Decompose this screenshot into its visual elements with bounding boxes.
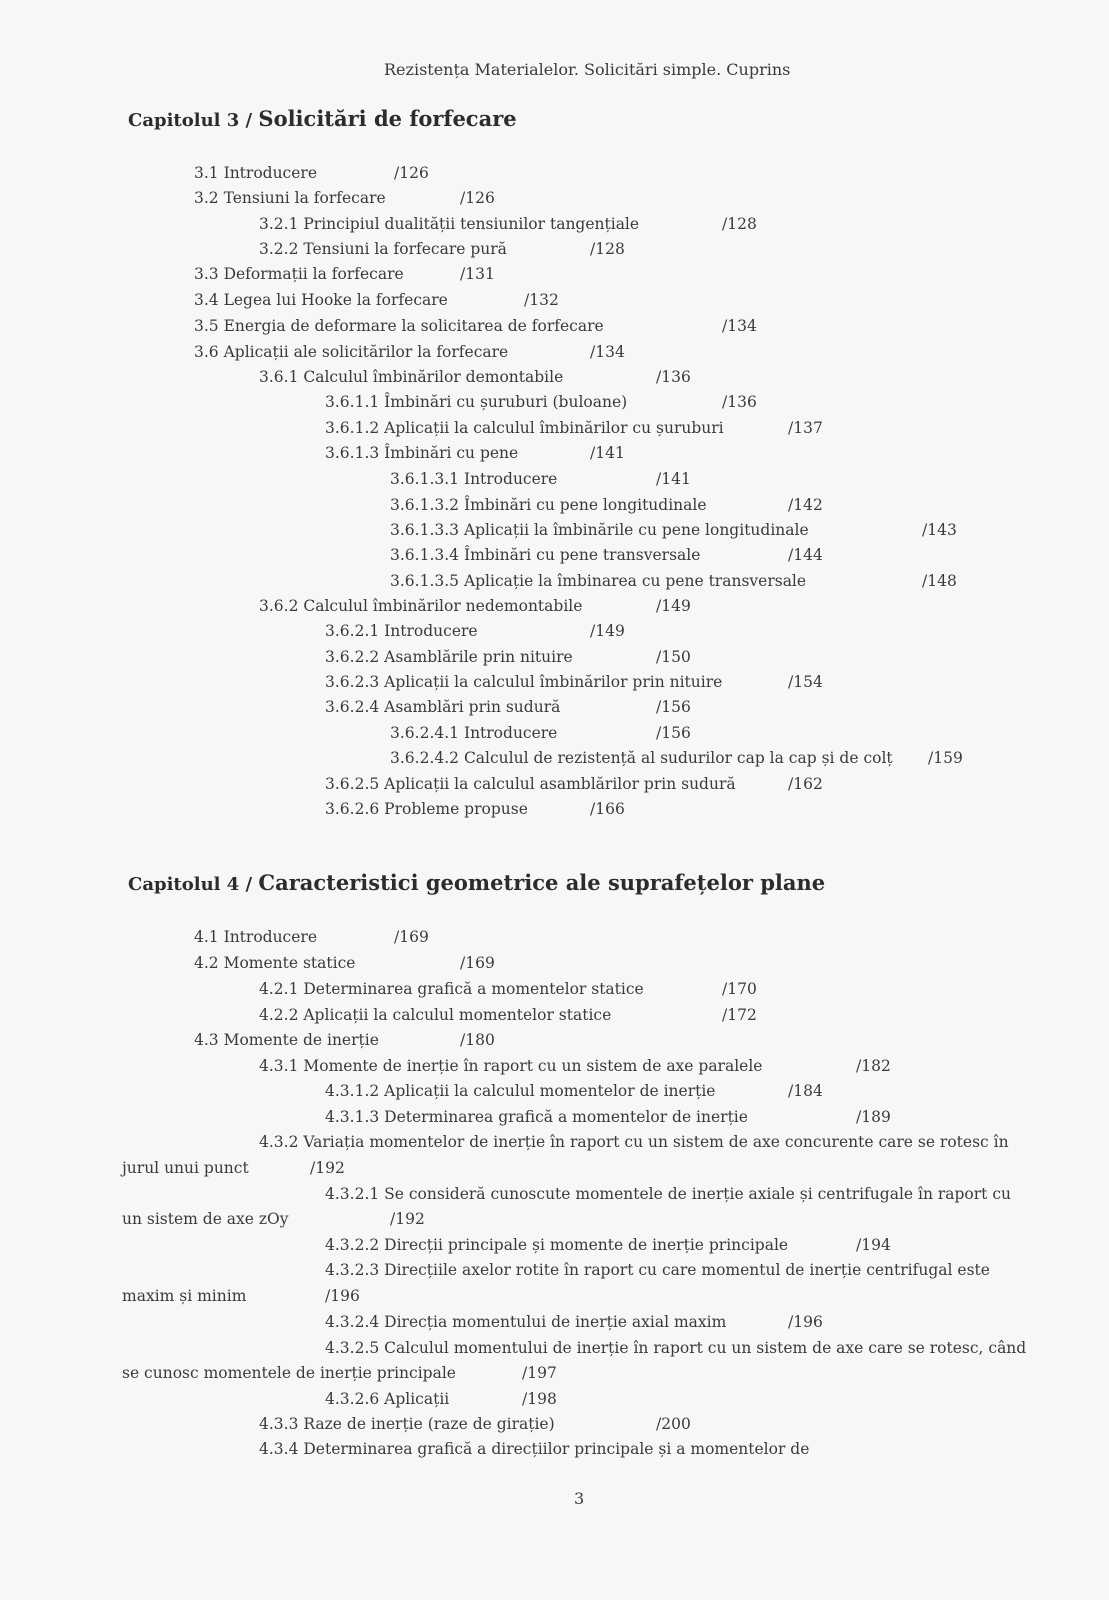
toc-page-number: /154 xyxy=(788,673,823,691)
toc-entry: 4.2 Momente statice xyxy=(194,954,356,972)
toc-entry: 3.6.1.3.5 Aplicație la îmbinarea cu pene transversale xyxy=(390,572,807,590)
toc-entry: 4.3.2.1 Se consideră cunoscute momentele de inerție axiale și centrifugale în raport cu xyxy=(325,1185,1011,1203)
toc-page-number: /200 xyxy=(656,1415,691,1433)
toc-page-number: /162 xyxy=(788,775,823,793)
toc-page-number: /194 xyxy=(856,1236,891,1254)
toc-entry: 3.6.2.5 Aplicații la calculul asamblărilor prin sudură xyxy=(325,775,736,793)
toc-entry: 3.6.1.3.4 Îmbinări cu pene transversale xyxy=(390,546,701,564)
toc-page-number: /192 xyxy=(310,1159,345,1177)
toc-page-number: /136 xyxy=(656,368,691,386)
toc-page-number: /141 xyxy=(656,470,691,488)
toc-entry: 3.6.1.3.1 Introducere xyxy=(390,470,558,488)
toc-page-number: /142 xyxy=(788,496,823,514)
toc-entry: 3.1 Introducere xyxy=(194,164,317,182)
chapter-4-prefix: Capitolul 4 / xyxy=(128,874,259,895)
toc-page-number: /150 xyxy=(656,648,691,666)
toc-entry: 3.6.1 Calculul îmbinărilor demontabile xyxy=(259,368,564,386)
toc-entry: 3.5 Energia de deformare la solicitarea de forfecare xyxy=(194,317,604,335)
toc-entry: 3.6 Aplicații ale solicitărilor la forfecare xyxy=(194,343,509,361)
page-number: 3 xyxy=(574,1489,585,1508)
toc-page-number: /159 xyxy=(928,749,963,767)
toc-entry-continuation: se cunosc momentele de inerție principale xyxy=(122,1364,456,1382)
toc-entry: 3.6.2.6 Probleme propuse xyxy=(325,800,528,818)
toc-page-number: /144 xyxy=(788,546,823,564)
toc-page-number: /180 xyxy=(460,1031,495,1049)
toc-page-number: /196 xyxy=(325,1287,360,1305)
toc-page-number: /182 xyxy=(856,1057,891,1075)
toc-page-number: /189 xyxy=(856,1108,891,1126)
toc-page-number: /148 xyxy=(922,572,957,590)
toc-entry: 3.6.2.4.2 Calculul de rezistență al sudurilor cap la cap și de colț xyxy=(390,749,893,767)
toc-entry-continuation: jurul unui punct xyxy=(122,1159,249,1177)
toc-page-number: /126 xyxy=(394,164,429,182)
toc-page-number: /137 xyxy=(788,419,823,437)
toc-page-number: /156 xyxy=(656,698,691,716)
toc-entry: 3.2.2 Tensiuni la forfecare pură xyxy=(259,240,507,258)
toc-entry: 3.6.2.1 Introducere xyxy=(325,622,478,640)
toc-page-number: /192 xyxy=(390,1210,425,1228)
toc-entry: 4.3.2.2 Direcții principale și momente de inerție principale xyxy=(325,1236,789,1254)
toc-page-number: /128 xyxy=(590,240,625,258)
toc-entry: 4.3.3 Raze de inerție (raze de girație) xyxy=(259,1415,555,1433)
toc-entry: 3.3 Deformații la forfecare xyxy=(194,265,404,283)
toc-entry: 4.3.1.2 Aplicații la calculul momentelor de inerție xyxy=(325,1082,716,1100)
toc-page-number: /131 xyxy=(460,265,495,283)
toc-entry: 4.3.2.5 Calculul momentului de inerție în raport cu un sistem de axe care se rotesc, când xyxy=(325,1339,1027,1357)
toc-entry: 3.6.1.3 Îmbinări cu pene xyxy=(325,444,519,462)
toc-page-number: /143 xyxy=(922,521,957,539)
toc-page-number: /170 xyxy=(722,980,757,998)
chapter-3-heading xyxy=(128,106,517,131)
toc-entry: 3.6.2.4.1 Introducere xyxy=(390,724,558,742)
toc-entry: 4.2.1 Determinarea grafică a momentelor statice xyxy=(259,980,644,998)
toc-entry: 3.6.1.2 Aplicații la calculul îmbinărilor cu șuruburi xyxy=(325,419,724,437)
toc-page-number: /169 xyxy=(394,928,429,946)
toc-entry: 3.6.2.2 Asamblările prin nituire xyxy=(325,648,573,666)
toc-entry: 4.3.2.6 Aplicații xyxy=(325,1390,450,1408)
toc-page-number: /134 xyxy=(722,317,757,335)
toc-entry-continuation: maxim și minim xyxy=(122,1287,247,1305)
toc-entry: 3.6.2 Calculul îmbinărilor nedemontabile xyxy=(259,597,583,615)
toc-entry: 4.3.2.3 Direcțiile axelor rotite în raport cu care momentul de inerție centrifugal este xyxy=(325,1261,990,1279)
toc-page-number: /196 xyxy=(788,1313,823,1331)
toc-page-number: /172 xyxy=(722,1006,757,1024)
toc-page-number: /149 xyxy=(656,597,691,615)
toc-page-number: /184 xyxy=(788,1082,823,1100)
running-header: Rezistența Materialelor. Solicitări simple. Cuprins xyxy=(384,60,791,79)
toc-entry: 3.6.1.3.3 Aplicații la îmbinările cu pene longitudinale xyxy=(390,521,809,539)
toc-entry: 4.3.1 Momente de inerție în raport cu un sistem de axe paralele xyxy=(259,1057,763,1075)
toc-page-number: /134 xyxy=(590,343,625,361)
toc-page-number: /197 xyxy=(522,1364,557,1382)
toc-entry: 3.6.2.3 Aplicații la calculul îmbinărilor prin nituire xyxy=(325,673,723,691)
toc-entry: 4.1 Introducere xyxy=(194,928,317,946)
toc-entry: 3.6.2.4 Asamblări prin sudură xyxy=(325,698,561,716)
toc-page-number: /166 xyxy=(590,800,625,818)
chapter-3-title: Solicitări de forfecare xyxy=(258,106,517,131)
toc-page-number: /132 xyxy=(524,291,559,309)
toc-entry: 3.6.1.3.2 Îmbinări cu pene longitudinale xyxy=(390,496,707,514)
toc-entry: 4.3.4 Determinarea grafică a direcțiilor principale și a momentelor de xyxy=(259,1440,810,1458)
toc-page-number: /128 xyxy=(722,215,757,233)
toc-page-number: /141 xyxy=(590,444,625,462)
toc-entry: 3.2.1 Principiul dualității tensiunilor tangențiale xyxy=(259,215,640,233)
toc-page-number: /149 xyxy=(590,622,625,640)
toc-entry: 4.2.2 Aplicații la calculul momentelor statice xyxy=(259,1006,612,1024)
toc-entry: 4.3.2 Variația momentelor de inerție în raport cu un sistem de axe concurente care se rotesc în xyxy=(259,1133,1009,1151)
toc-page-number: /136 xyxy=(722,393,757,411)
chapter-3-prefix: Capitolul 3 / xyxy=(128,110,259,131)
toc-entry-continuation: un sistem de axe zOy xyxy=(122,1210,289,1228)
toc-entry: 4.3.1.3 Determinarea grafică a momentelor de inerție xyxy=(325,1108,748,1126)
toc-page-number: /198 xyxy=(522,1390,557,1408)
toc-entry: 4.3.2.4 Direcția momentului de inerție axial maxim xyxy=(325,1313,727,1331)
toc-page-number: /156 xyxy=(656,724,691,742)
toc-entry: 3.6.1.1 Îmbinări cu șuruburi (buloane) xyxy=(325,393,628,411)
toc-page-number: /126 xyxy=(460,189,495,207)
chapter-4-title: Caracteristici geometrice ale suprafețelor plane xyxy=(258,870,826,895)
chapter-4-heading xyxy=(128,870,825,895)
toc-entry: 3.2 Tensiuni la forfecare xyxy=(194,189,386,207)
toc-entry: 3.4 Legea lui Hooke la forfecare xyxy=(194,291,448,309)
toc-page-number: /169 xyxy=(460,954,495,972)
toc-entry: 4.3 Momente de inerție xyxy=(194,1031,379,1049)
